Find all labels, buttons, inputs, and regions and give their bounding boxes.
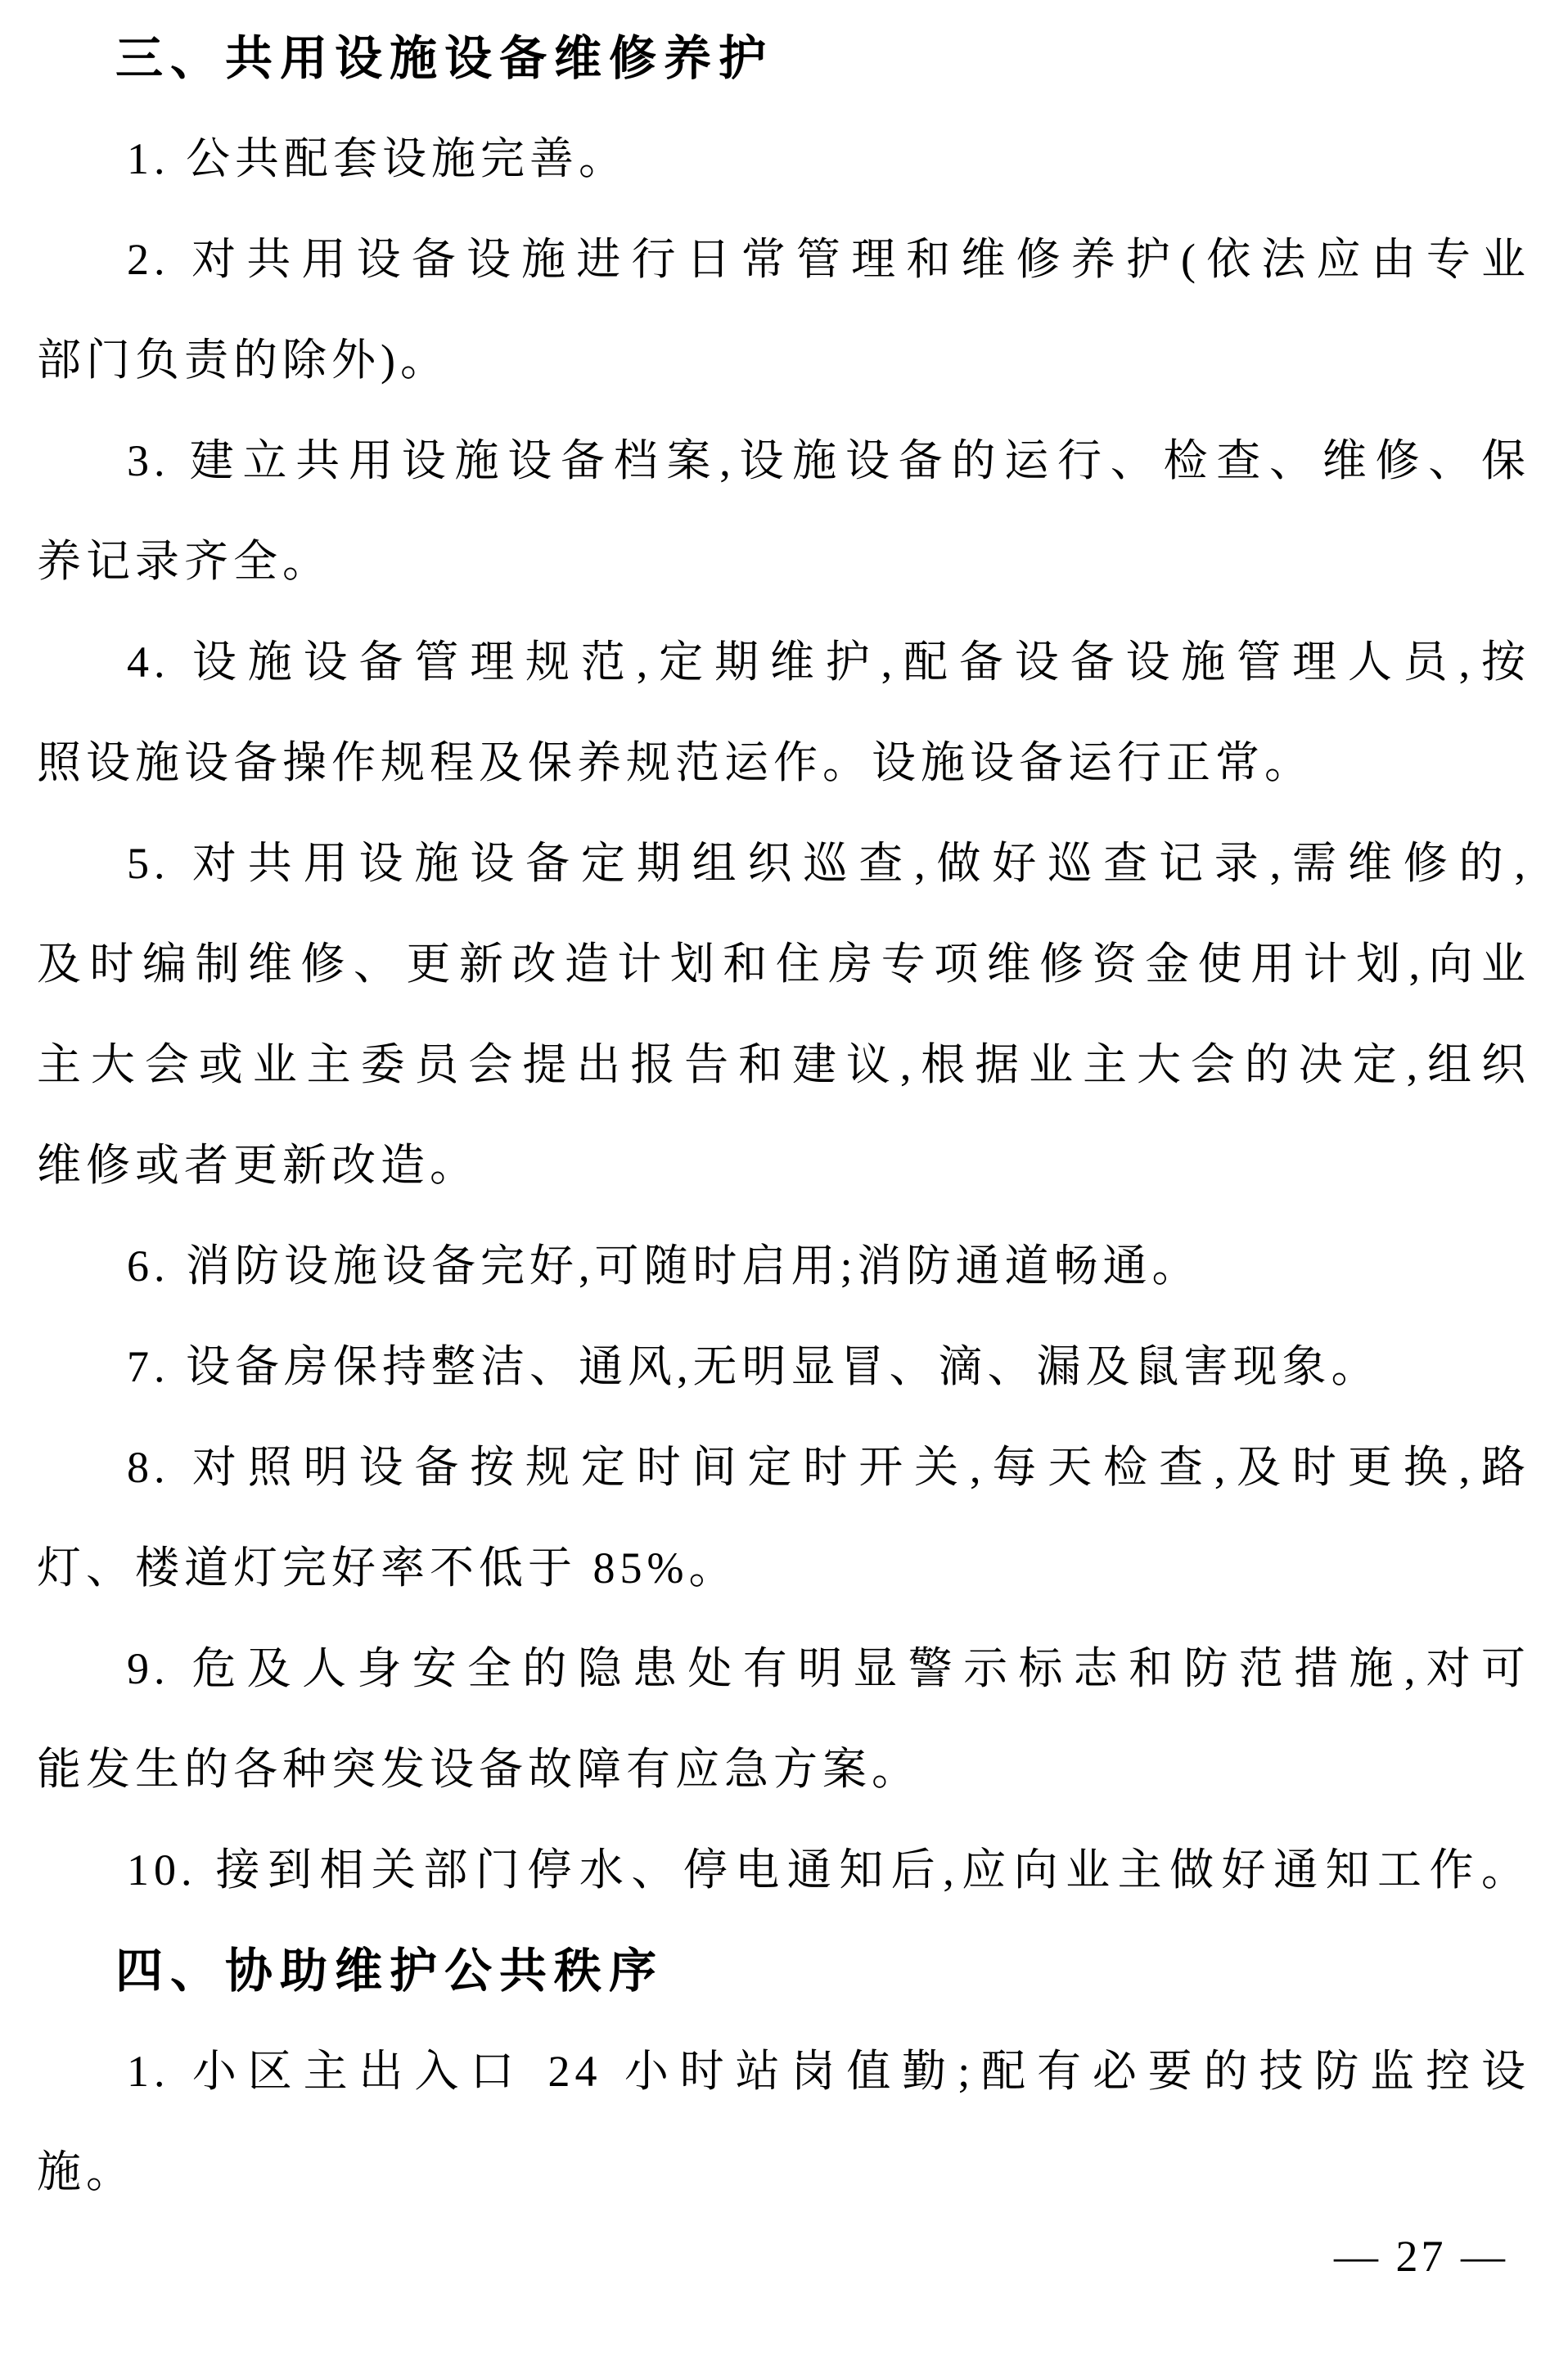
- page-number: — 27 —: [1334, 2232, 1508, 2281]
- text-line-item-4: 4. 设施设备管理规范,定期维护,配备设备设施管理人员,按: [127, 638, 1530, 687]
- text-line-item-5-cont-3: 维修或者更新改造。: [37, 1141, 479, 1190]
- text-line-item-3: 3. 建立共用设施设备档案,设施设备的运行、检查、维修、保: [127, 436, 1530, 485]
- text-line-item-5-cont-1: 及时编制维修、更新改造计划和住房专项维修资金使用计划,向业: [37, 939, 1530, 989]
- text-line-item-3-cont: 养记录齐全。: [37, 537, 331, 586]
- text-line-item-4-1: 1. 小区主出入口 24 小时站岗值勤;配有必要的技防监控设: [127, 2047, 1530, 2096]
- text-line-item-7: 7. 设备房保持整洁、通风,无明显冒、滴、漏及鼠害现象。: [127, 1342, 1381, 1391]
- text-line-item-8-cont: 灯、楼道灯完好率不低于 85%。: [37, 1543, 738, 1593]
- text-line-item-8: 8. 对照明设备按规定时间定时开关,每天检查,及时更换,路: [127, 1443, 1530, 1492]
- text-line-item-9: 9. 危及人身安全的隐患处有明显警示标志和防范措施,对可: [127, 1644, 1530, 1693]
- section-heading-4: 四、协助维护公共秩序: [115, 1944, 665, 1998]
- text-line-item-10: 10. 接到相关部门停水、停电通知后,应向业主做好通知工作。: [127, 1845, 1530, 1895]
- text-line-item-2: 2. 对共用设备设施进行日常管理和维修养护(依法应由专业: [127, 235, 1530, 284]
- text-line-item-1: 1. 公共配套设施完善。: [127, 134, 628, 183]
- text-line-item-5: 5. 对共用设施设备定期组织巡查,做好巡查记录,需维修的,: [127, 839, 1530, 888]
- text-line-item-4-cont: 照设施设备操作规程及保养规范运作。设施设备运行正常。: [37, 738, 1313, 787]
- text-line-item-5-cont-2: 主大会或业主委员会提出报告和建议,根据业主大会的决定,组织: [37, 1040, 1530, 1089]
- text-line-item-9-cont: 能发生的各种突发设备故障有应急方案。: [37, 1745, 921, 1794]
- text-line-item-2-cont: 部门负责的除外)。: [37, 336, 449, 385]
- text-line-item-6: 6. 消防设施设备完好,可随时启用;消防通道畅通。: [127, 1241, 1201, 1291]
- section-heading-3: 三、共用设施设备维修养护: [115, 32, 774, 85]
- text-line-item-4-1-cont: 施。: [37, 2147, 135, 2197]
